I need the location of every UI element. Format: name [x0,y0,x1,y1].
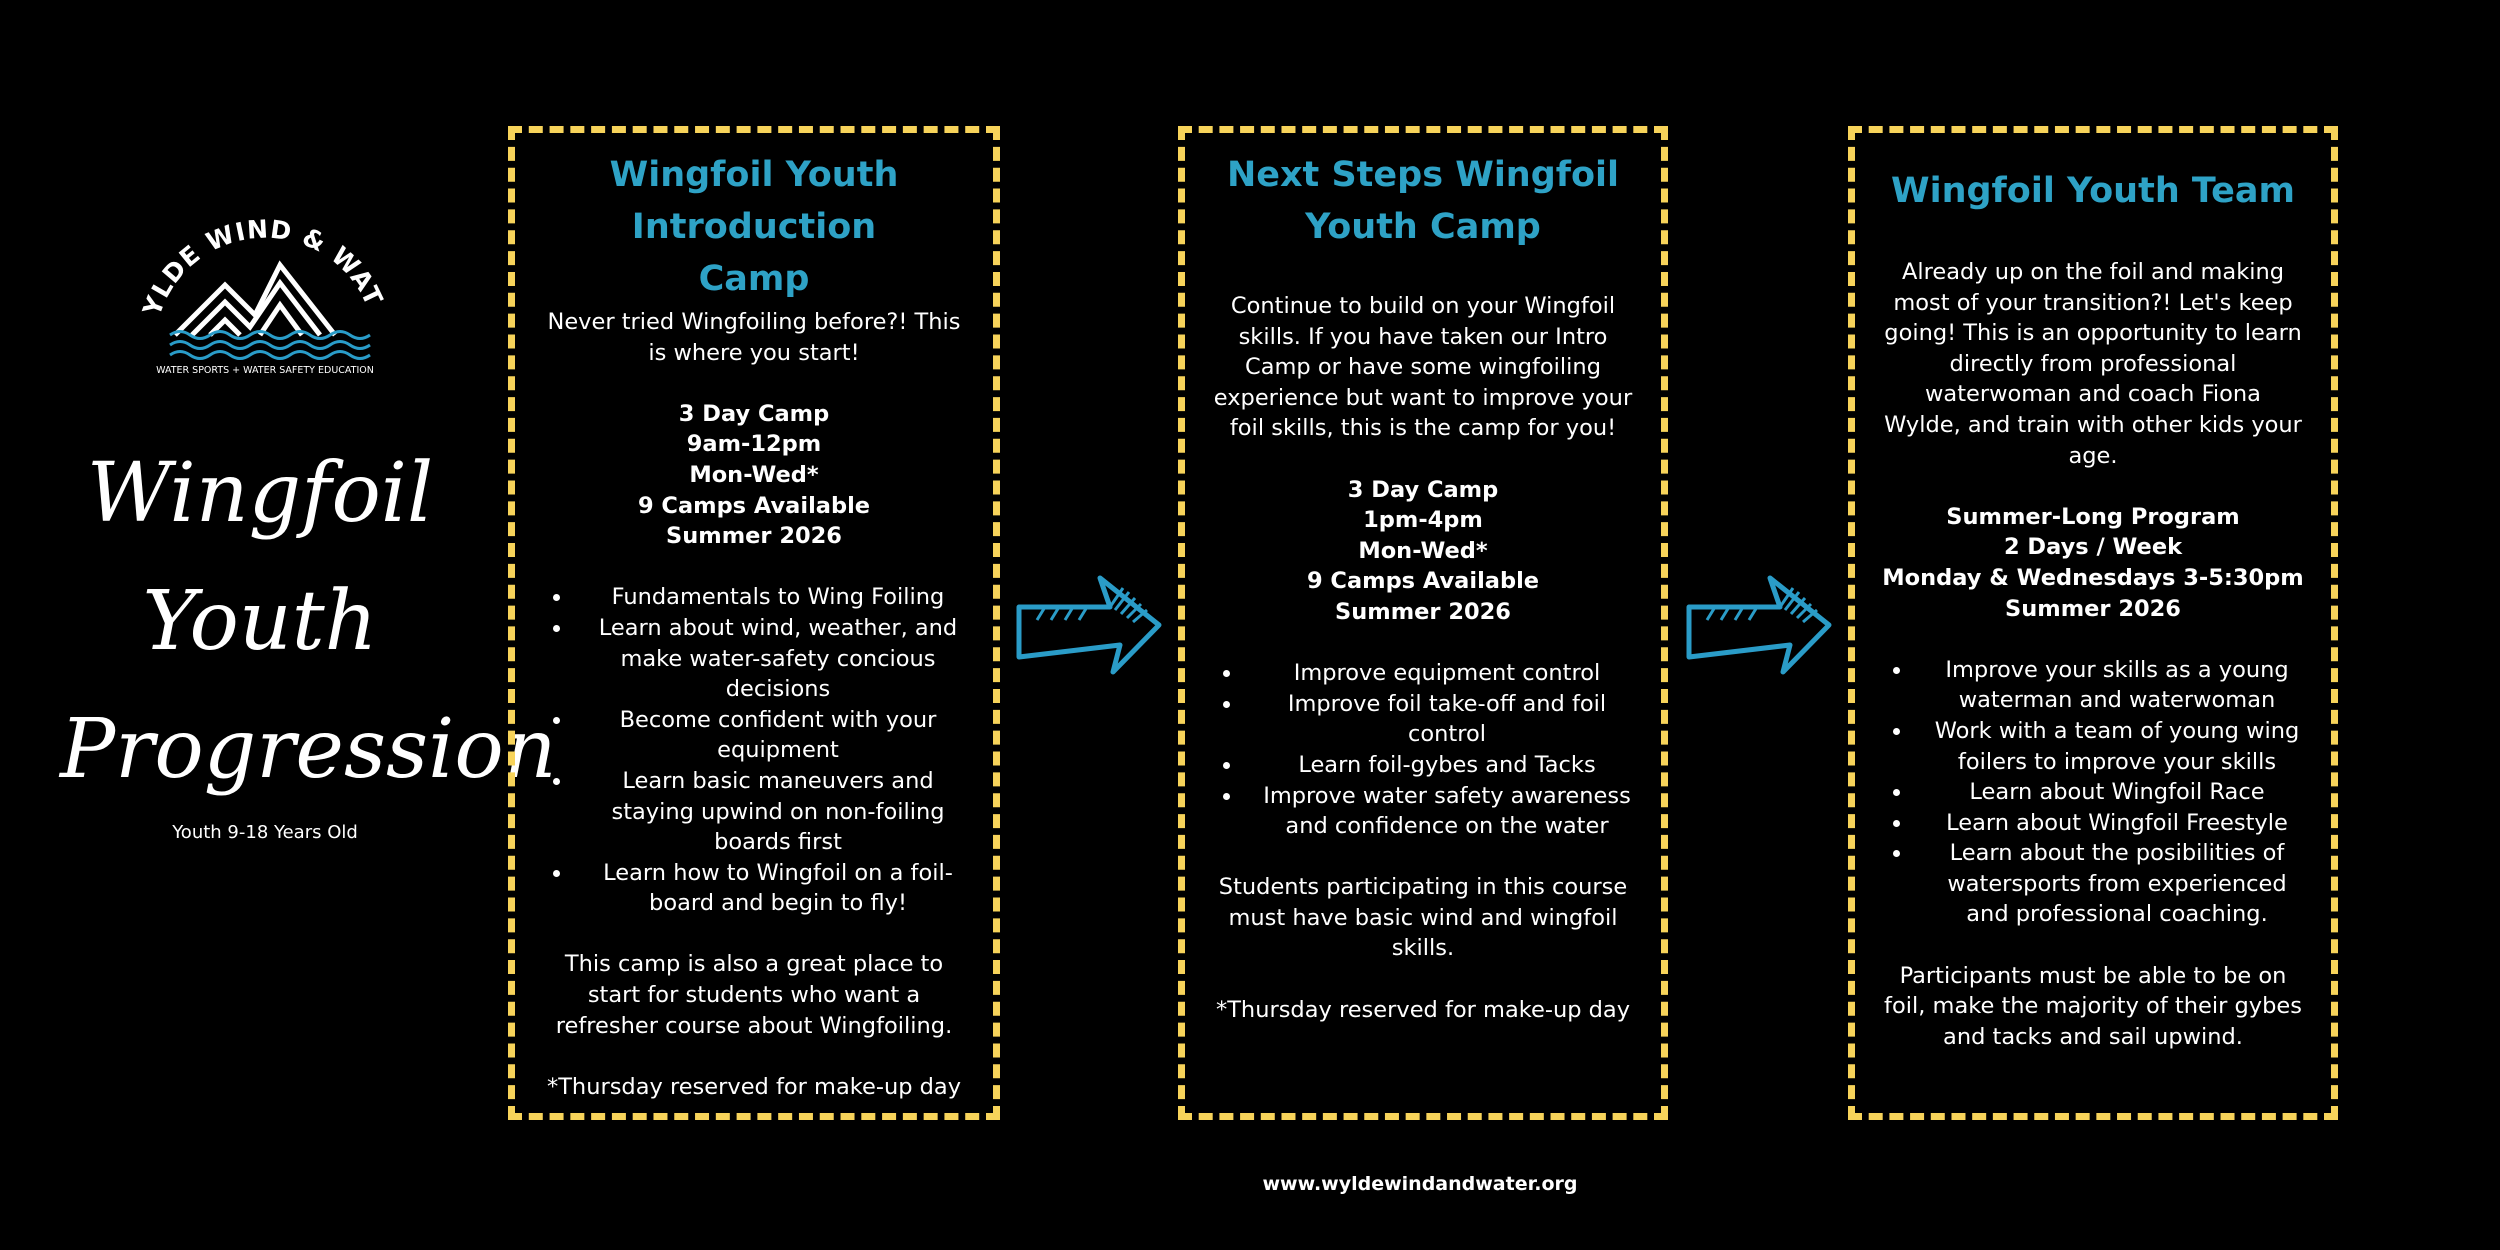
list-item: • Learn foil-gybes and Tacks [1243,750,1661,781]
detail-line: Mon-Wed* [689,461,819,488]
program-details [1855,502,2331,624]
list-item: • Improve equipment control [1243,658,1661,689]
card-title [515,149,993,305]
detail-line: 9 Camps Available [1306,568,1540,595]
note-line: foil, make the majority of their gybes [1884,993,2302,1020]
footnote: *Thursday reserved for make-up day [546,1073,962,1100]
detail-line: 3 Day Camp [1347,476,1499,503]
card-body [1185,291,1661,1025]
card-title-line: Youth Camp [1305,207,1541,247]
list-item: • Improve your skills as a young waterman and waterwoman [1913,655,2331,716]
bullet-list [1855,655,2331,930]
intro-line: going! This is an opportunity to learn [1884,320,2302,347]
note-line: This camp is also a great place to [564,951,944,978]
detail-line: 1pm-4pm [1363,507,1483,534]
intro-line: age. [2068,442,2118,469]
intro-line: experience but want to improve your [1213,384,1633,411]
intro-line: directly from professional [1949,350,2237,377]
logo [130,195,400,385]
title-line: Progression [60,702,557,797]
bullet-list [515,582,993,919]
card-title [1855,165,2331,217]
website-url[interactable]: www.wyldewindandwater.org [1262,1173,1578,1195]
list-item: • Improve foil take-off and foil control [1243,689,1661,750]
card-title-line: Wingfoil Youth Team [1890,171,2295,211]
list-item: • Improve water safety awareness and confidence on the water [1243,781,1661,842]
detail-line: 9am-12pm [686,431,822,458]
intro-line: Camp or have some wingfoiling [1245,354,1601,381]
note-line: and tacks and sail upwind. [1943,1023,2243,1050]
camp-details [1185,475,1661,628]
age-range: Youth 9-18 Years Old [172,822,358,843]
title-line: Wingfoil [86,446,434,541]
footnote: *Thursday reserved for make-up day [1215,996,1631,1023]
list-item: • Learn about wind, weather, and make water-safety concious decisions [573,613,993,705]
intro-line: foil skills, this is the camp for you! [1229,415,1617,442]
intro-line: is where you start! [648,339,860,366]
note-line: skills. [1391,935,1455,962]
detail-line: Summer 2026 [2005,595,2181,622]
detail-line: 9 Camps Available [637,492,871,519]
detail-line: Summer-Long Program [1946,503,2240,530]
list-item: • Learn about Wingfoil Race [1913,777,2331,808]
list-item: • Learn how to Wingfoil on a foil- board and begin to fly! [573,858,993,919]
detail-line: Summer 2026 [666,523,842,550]
note-line: start for students who want a [587,982,921,1009]
card-title-line: Wingfoil Youth [609,155,899,195]
arrow-right-icon [1685,570,1835,680]
note-line: Participants must be able to be on [1899,962,2287,989]
detail-line: 3 Day Camp [678,400,830,427]
card-next-steps-camp [1178,126,1668,1120]
page-title [60,430,557,814]
bullet-list [1185,658,1661,842]
card-body [1855,257,2331,1052]
detail-line: Mon-Wed* [1358,537,1488,564]
list-item: • Learn about the posibilities of watersports from experienced and professional coaching. [1913,838,2331,930]
card-title [1185,149,1661,253]
note-line: must have basic wind and wingfoil [1228,904,1618,931]
intro-line: waterwoman and coach Fiona [1925,381,2261,408]
card-body [515,307,993,1102]
card-intro-camp [508,126,1000,1120]
card-title-line: Introduction [631,207,877,247]
list-item: • Work with a team of young wing foilers to improve your skills [1913,716,2331,777]
arrow-right-icon [1015,570,1165,680]
intro-line: Wylde, and train with other kids your [1884,411,2302,438]
card-title-line: Camp [698,259,810,299]
logo-mountains-icon [130,195,400,385]
list-item: • Fundamentals to Wing Foiling [573,582,993,613]
intro-line: Never tried Wingfoiling before?! This [547,309,961,335]
logo-text: YLDE WIND & WAT [137,214,389,320]
intro-line: Continue to build on your Wingfoil [1230,293,1616,319]
note-line: Students participating in this course [1218,874,1628,901]
note-line: refresher course about Wingfoiling. [555,1012,953,1039]
list-item: • Learn about Wingfoil Freestyle [1913,808,2331,839]
intro-line: Already up on the foil and making [1901,259,2285,285]
detail-line: Summer 2026 [1335,598,1511,625]
detail-line: Monday & Wednesdays 3-5:30pm [1882,564,2304,591]
intro-line: most of your transition?! Let's keep [1893,289,2293,316]
camp-details [515,399,993,552]
detail-line: 2 Days / Week [2003,534,2183,561]
intro-line: skills. If you have taken our Intro [1238,323,1608,350]
card-title-line: Next Steps Wingfoil [1226,155,1620,195]
logo-tagline: WATER SPORTS + WATER SAFETY EDUCATION [156,365,374,376]
card-youth-team [1848,126,2338,1120]
list-item: • Become confident with your equipment [573,705,993,766]
title-line: Youth [142,574,378,669]
list-item: • Learn basic maneuvers and staying upwind on non-foiling boards first [573,766,993,858]
